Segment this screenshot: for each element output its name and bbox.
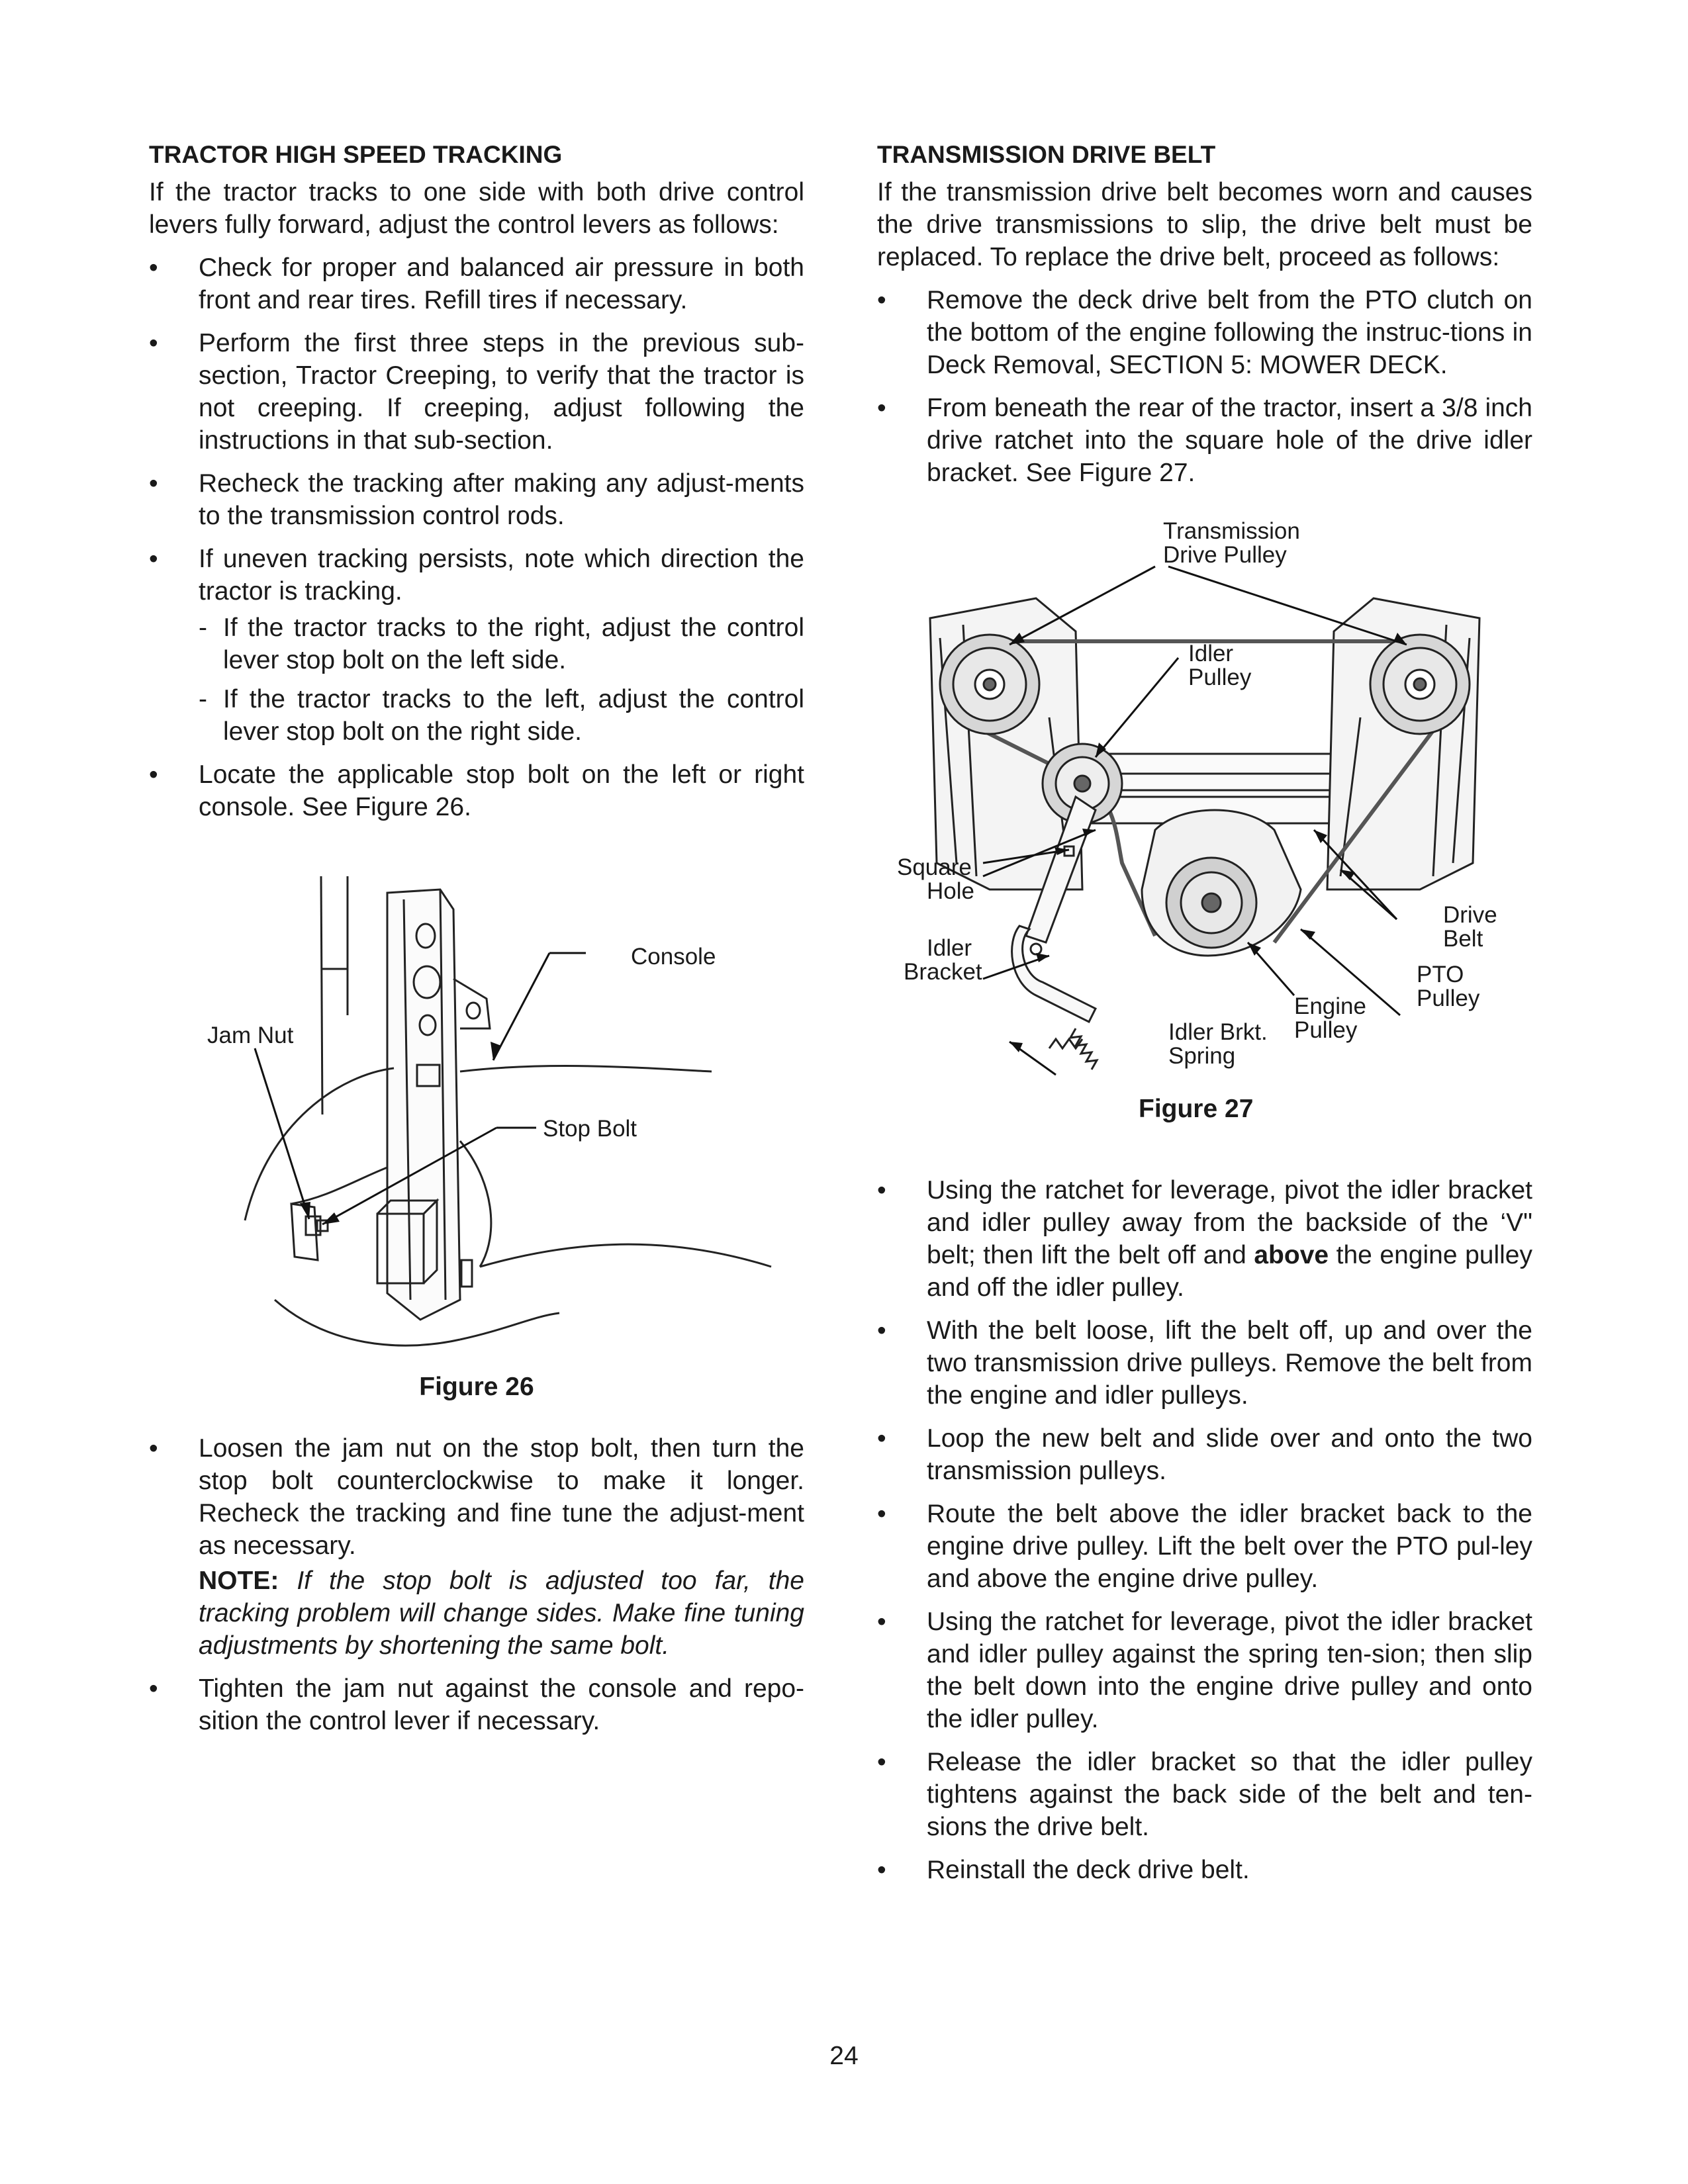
- bullet-icon: •: [149, 469, 158, 498]
- sub-list-item: - If the tractor tracks to the right, adjust the control lever stop bolt on the left side.: [149, 612, 804, 676]
- label-drive-belt-2: Belt: [1443, 926, 1483, 952]
- label-pto-pulley: PTO: [1417, 962, 1464, 987]
- bullet-icon: •: [877, 1176, 886, 1205]
- label-square-hole: Square: [897, 854, 972, 880]
- list-item: • Loosen the jam nut on the stop bolt, then turn the stop bolt counterclockwise to make it longer. Recheck the tracking and fine tune the adjust-ment as necessary. NOTE: If the stop bolt is adjusted too far, the tracking problem will change sides. Make fine tuning adjustments by shortening the same bolt.: [149, 1432, 804, 1662]
- list-item: • Remove the deck drive belt from the PTO clutch on the bottom of the engine following the instruc-tions in Deck Removal, SECTION 5: MOWER DECK.: [877, 284, 1532, 381]
- label-idler-pulley-2: Pulley: [1188, 664, 1252, 690]
- list-item: • Using the ratchet for leverage, pivot the idler bracket and idler pulley away from the backside of the ‘V" belt; then lift the belt off and above the engine pulley and off the idler pulley.: [877, 1174, 1532, 1304]
- bullet-icon: •: [877, 1608, 886, 1636]
- list-item: • Route the belt above the idler bracket back to the engine drive pulley. Lift the belt over the PTO pul-ley and above the engine drive pulley.: [877, 1498, 1532, 1595]
- right-column: [877, 139, 1532, 1897]
- list-item: • Loop the new belt and slide over and onto the two transmission pulleys.: [877, 1422, 1532, 1487]
- list-item: • If uneven tracking persists, note which direction the tractor is tracking.: [149, 543, 804, 608]
- section-heading: TRACTOR HIGH SPEED TRACKING: [149, 141, 563, 168]
- label-engine-pulley-2: Pulley: [1294, 1017, 1358, 1043]
- section-heading: TRANSMISSION DRIVE BELT: [877, 141, 1216, 168]
- figure-26: [149, 837, 804, 1432]
- dash-icon: -: [199, 614, 207, 642]
- label-transmission-drive-pulley: Transmission: [1163, 518, 1300, 544]
- left-column: [149, 139, 804, 1748]
- bullet-icon: •: [877, 1316, 886, 1345]
- bullet-icon: •: [149, 1434, 158, 1463]
- list-item: • Recheck the tracking after making any adjust-ments to the transmission control rods.: [149, 467, 804, 532]
- label-square-hole-2: Hole: [927, 878, 974, 904]
- bullet-icon: •: [877, 1856, 886, 1884]
- label-idler-brkt-spring: Idler Brkt.: [1168, 1019, 1268, 1045]
- bullet-icon: •: [877, 394, 886, 422]
- intro-paragraph: If the tractor tracks to one side with both drive control levers fully forward, adjust the control levers as follows:: [149, 178, 804, 239]
- list-item: • From beneath the rear of the tractor, insert a 3/8 inch drive ratchet into the square hole of the drive idler bracket. See Figure 27.: [877, 392, 1532, 489]
- label-console: Console: [631, 944, 716, 970]
- list-item: • Reinstall the deck drive belt.: [877, 1854, 1532, 1886]
- bullet-icon: •: [149, 253, 158, 282]
- list-item: • Check for proper and balanced air pressure in both front and rear tires. Refill tires if necessary.: [149, 251, 804, 316]
- figure-caption: Figure 27: [1139, 1095, 1254, 1123]
- bullet-icon: •: [149, 545, 158, 573]
- bullet-icon: •: [149, 760, 158, 789]
- bullet-icon: •: [149, 329, 158, 357]
- bullet-icon: •: [877, 1748, 886, 1776]
- list-item: • Perform the first three steps in the previous sub-section, Tractor Creeping, to verify that the tractor is not creeping. If creeping, adjust following the instructions in that sub-section.: [149, 327, 804, 457]
- label-drive-belt: Drive: [1443, 902, 1497, 928]
- figure-27: [877, 519, 1532, 1174]
- list-item: • Using the ratchet for leverage, pivot the idler bracket and idler pulley against the spring ten-sion; then slip the belt down into the engine drive pulley and onto the idler pulley.: [877, 1606, 1532, 1735]
- label-idler-pulley: Idler: [1188, 641, 1234, 666]
- label-idler-bracket-2: Bracket: [904, 959, 982, 985]
- label-idler-bracket: Idler: [927, 935, 972, 961]
- intro-paragraph: If the transmission drive belt becomes worn and causes the drive transmissions to slip, the drive belt must be replaced. To replace the drive belt, proceed as follows:: [877, 178, 1532, 271]
- list-item: • Release the idler bracket so that the idler pulley tightens against the back side of the belt and ten-sions the drive belt.: [877, 1746, 1532, 1843]
- list-item: • Tighten the jam nut against the console and repo-sition the control lever if necessary.: [149, 1672, 804, 1737]
- label-transmission-drive-pulley-2: Drive Pulley: [1163, 542, 1287, 568]
- dash-icon: -: [199, 685, 207, 713]
- label-pto-pulley-2: Pulley: [1417, 985, 1480, 1011]
- bullet-icon: •: [877, 1500, 886, 1528]
- sub-list-item: - If the tractor tracks to the left, adjust the control lever stop bolt on the right side.: [149, 683, 804, 748]
- bullet-icon: •: [149, 1674, 158, 1703]
- figure-caption: Figure 26: [419, 1373, 534, 1401]
- list-item: • With the belt loose, lift the belt off, up and over the two transmission drive pulleys. Remove the belt from the engine and idler pulleys.: [877, 1314, 1532, 1412]
- label-idler-brkt-spring-2: Spring: [1168, 1043, 1236, 1069]
- figure-26-illustration: [149, 837, 804, 1353]
- bullet-icon: •: [877, 1424, 886, 1453]
- bullet-icon: •: [877, 286, 886, 314]
- label-stop-bolt: Stop Bolt: [543, 1116, 637, 1142]
- page-number: 24: [829, 2042, 859, 2070]
- list-item: • Locate the applicable stop bolt on the left or right console. See Figure 26.: [149, 758, 804, 823]
- note: NOTE: If the stop bolt is adjusted too far, the tracking problem will change sides. Make fine tuning adjustments by shortening the same bolt.: [199, 1567, 804, 1660]
- label-jam-nut: Jam Nut: [207, 1023, 294, 1048]
- label-engine-pulley: Engine: [1294, 993, 1366, 1019]
